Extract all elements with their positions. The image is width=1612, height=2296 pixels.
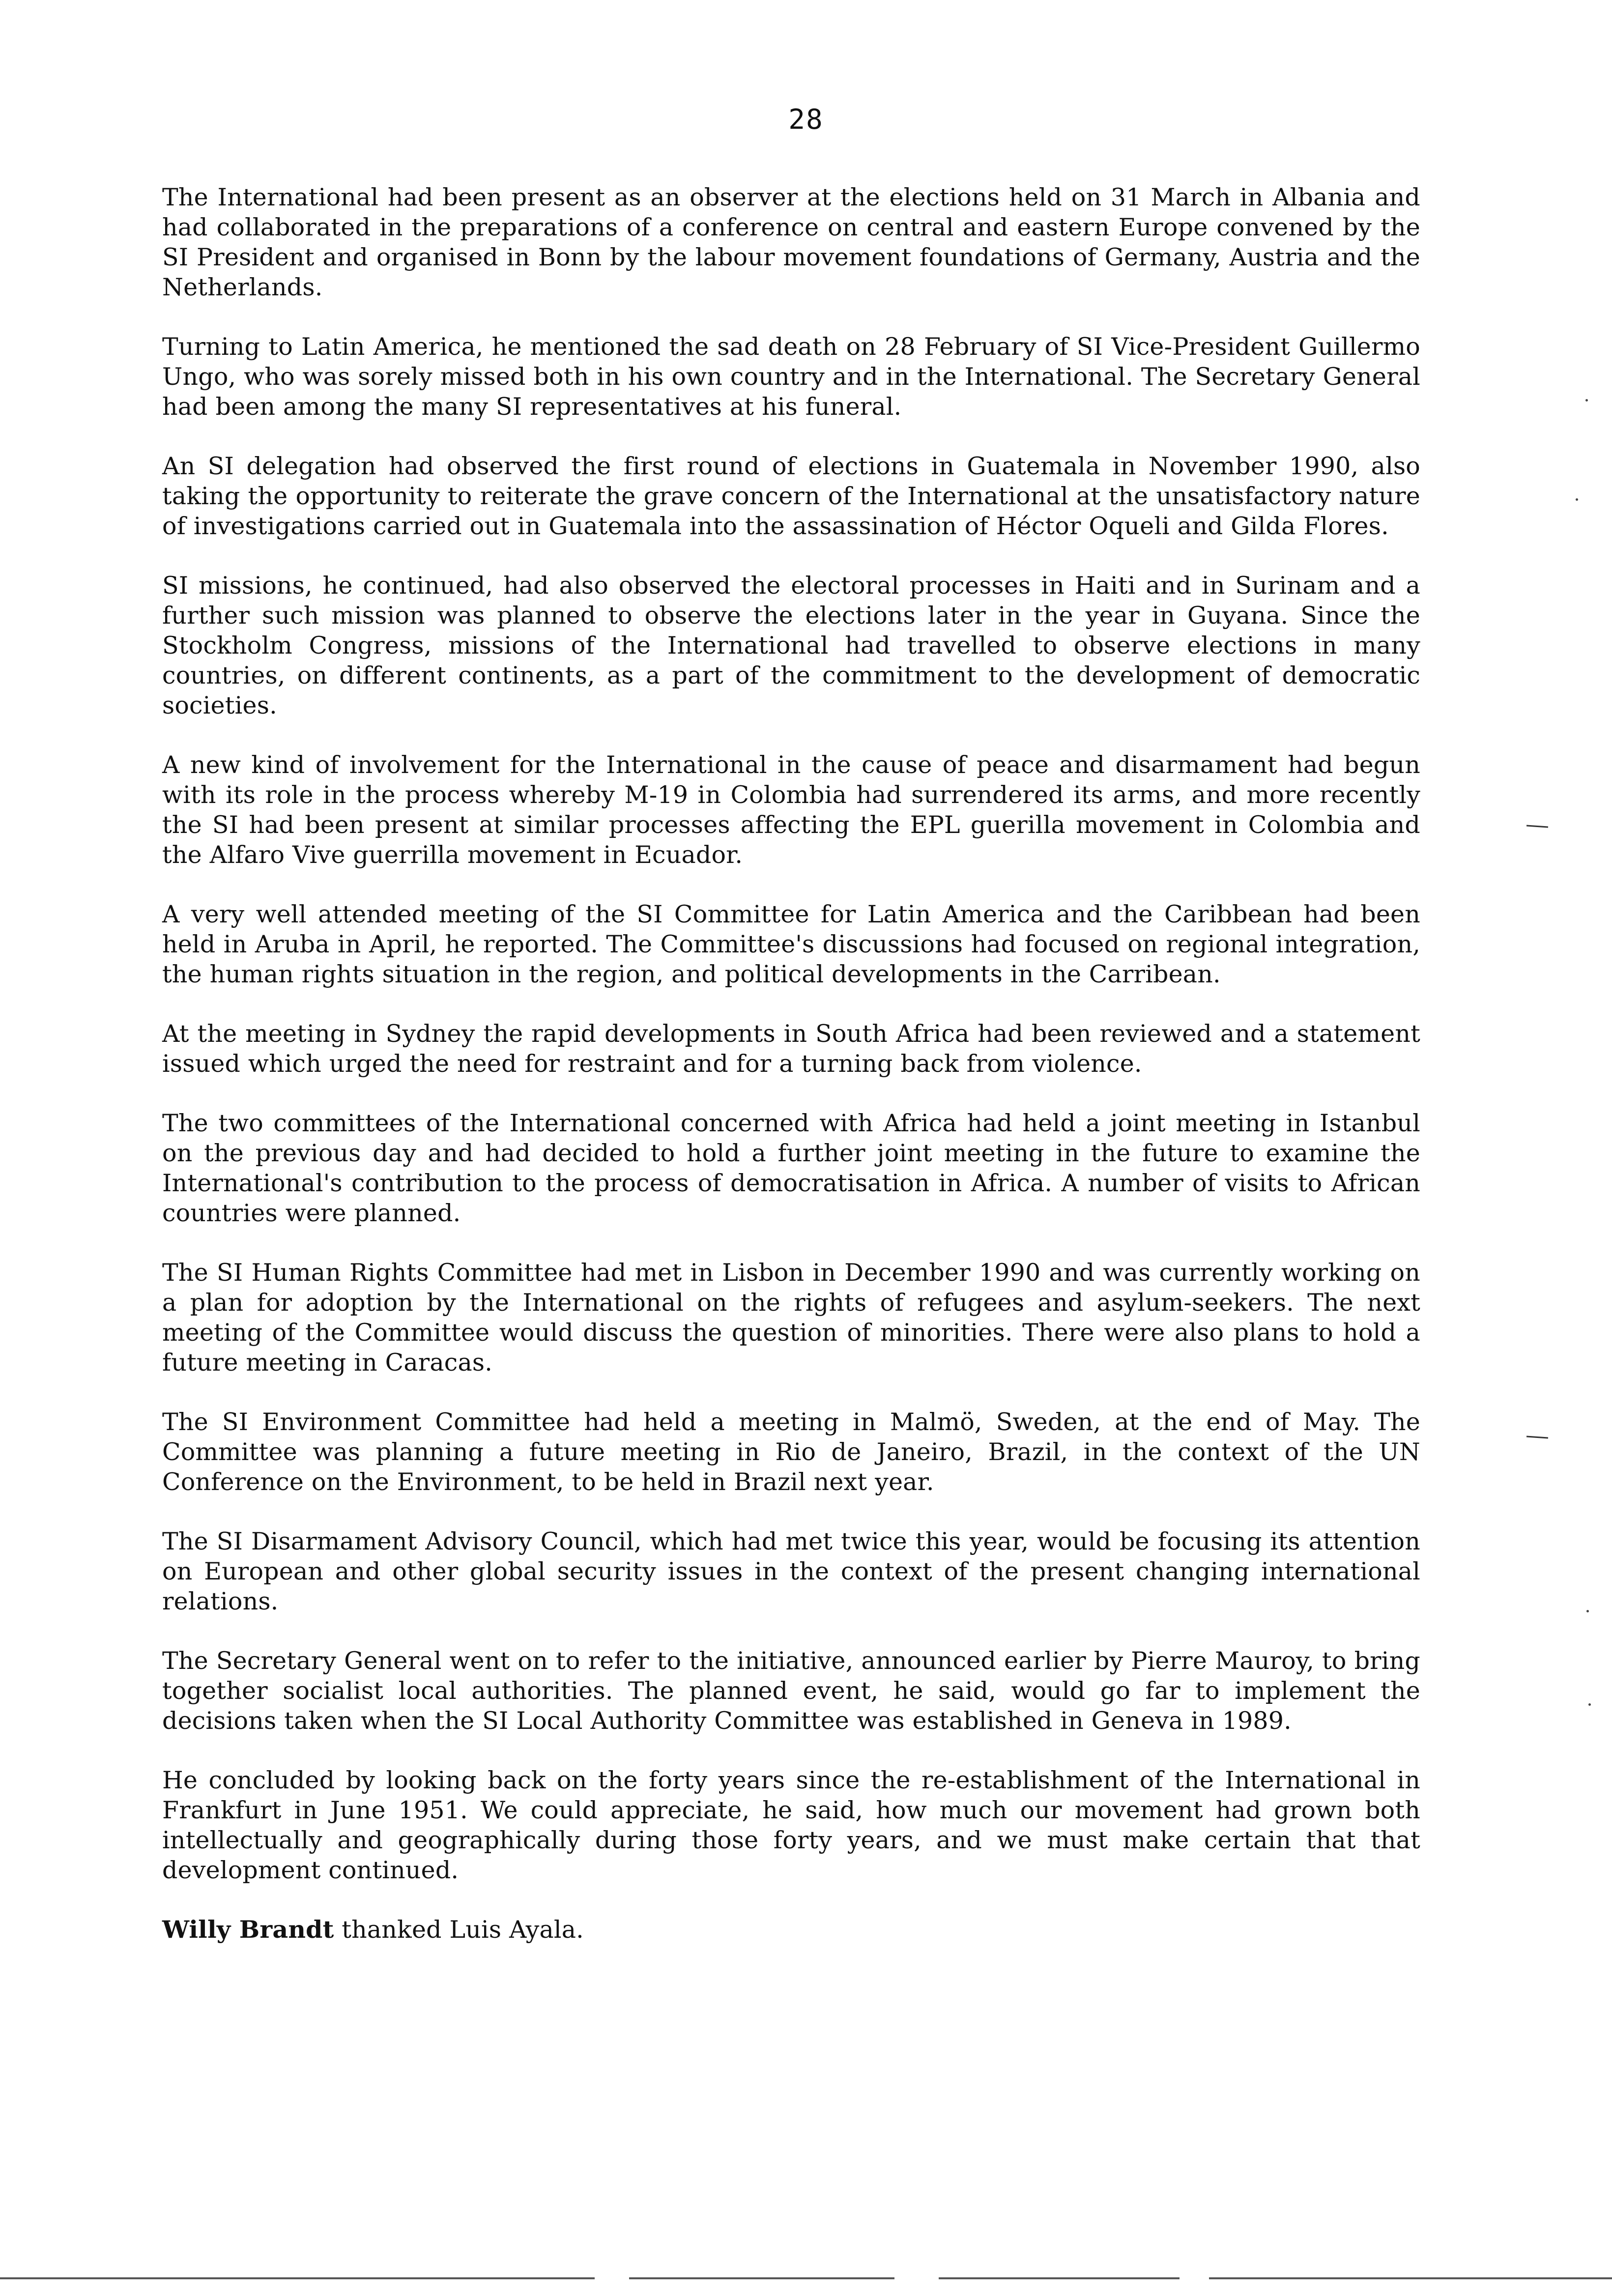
paragraph-human-rights-committee: The SI Human Rights Committee had met in Lisbon in December 1990 and was currently working on a plan for adoption by the International on the rights of refugees and asylum-seekers. The next meeting of the Committee would discuss the question of minorities. There were also plans to hold a future meeting in Caracas. [162, 1259, 1420, 1377]
paragraph-albania-elections: The International had been present as an observer at the elections held on 31 March in Albania and had collaborated in the preparations of a conference on central and eastern Europe convened by the SI President and organised in Bonn by the labour movement foundations of Germany, Austria and the Netherlands. [162, 183, 1420, 301]
paragraph-forty-years: He concluded by looking back on the forty years since the re-establishment of the International in Frankfurt in June 1951. We could appreciate, he said, how much our movement had grown both intellectually and geographically during those forty years, and we must make certain that that development continued. [162, 1766, 1420, 1884]
margin-dash-mark [1526, 825, 1548, 828]
bottom-scan-line-gap [894, 2275, 939, 2281]
page-number: 28 [788, 104, 824, 136]
paragraph-environment-committee: The SI Environment Committee had held a meeting in Malmö, Sweden, at the end of May. The Committee was planning a future meeting in Rio de Janeiro, Brazil, in the context of the UN Conference on the Environment, to be held in Brazil next year. [162, 1408, 1420, 1496]
margin-dash-mark [1526, 1435, 1548, 1438]
speaker-name: Willy Brandt [162, 1915, 334, 1944]
paragraph-latin-america-committee: A very well attended meeting of the SI Committee for Latin America and the Caribbean had been held in Aruba in April, he reported. The Committee's discussions had focused on regional integration, the human rights situation in the region, and political developments in the Carribean. [162, 900, 1420, 988]
paragraph-latin-america: Turning to Latin America, he mentioned the sad death on 28 February of SI Vice-President Guillermo Ungo, who was sorely missed both in his own country and in the International. The Secretary General had been among the many SI representatives at his funeral. [162, 333, 1420, 421]
document-body [162, 182, 1420, 1945]
margin-dot-mark [1586, 1610, 1589, 1612]
margin-dot-mark [1576, 498, 1578, 501]
paragraph-peace-disarmament: A new kind of involvement for the International in the cause of peace and disarmament had begun with its role in the process whereby M-19 in Colombia had surrendered its arms, and more recently the SI had been present at similar processes affecting the EPL guerilla movement in Colombia and the Alfaro Vive guerrilla movement in Ecuador. [162, 751, 1420, 869]
paragraph-local-authorities: The Secretary General went on to refer to the initiative, announced earlier by Pierre Mauroy, to bring together socialist local authorities. The planned event, he said, would go far to implement the decisions taken when the SI Local Authority Committee was established in Geneva in 1989. [162, 1647, 1420, 1735]
paragraph-si-missions: SI missions, he continued, had also observed the electoral processes in Haiti and in Surinam and a further such mission was planned to observe the elections later in the year in Guyana. Since the Stockholm Congress, missions of the International had travelled to observe elections in many countries, on different continents, as a part of the commitment to the development of democratic societies. [162, 572, 1420, 719]
bottom-scan-line-gap [595, 2275, 629, 2281]
margin-dot-mark [1588, 1703, 1591, 1706]
paragraph-closing [162, 1915, 1420, 1945]
margin-dot-mark [1585, 399, 1588, 402]
paragraph-disarmament-council: The SI Disarmament Advisory Council, which had met twice this year, would be focusing its attention on European and other global security issues in the context of the present changing international relations. [162, 1527, 1420, 1615]
closing-text: thanked Luis Ayala. [334, 1916, 584, 1944]
paragraph-africa-committees: The two committees of the International concerned with Africa had held a joint meeting in Istanbul on the previous day and had decided to hold a further joint meeting in the future to examine the International's contribution to the process of democratisation in Africa. A number of visits to African countries were planned. [162, 1109, 1420, 1227]
paragraph-guatemala-delegation: An SI delegation had observed the first round of elections in Guatemala in November 1990, also taking the opportunity to reiterate the grave concern of the International at the unsatisfactory nature of investigations carried out in Guatemala into the assassination of Héctor Oqueli and Gilda Flores. [162, 452, 1420, 540]
bottom-scan-line [0, 2277, 1612, 2279]
paragraph-sydney-meeting: At the meeting in Sydney the rapid developments in South Africa had been reviewed and a statement issued which urged the need for restraint and for a turning back from violence. [162, 1020, 1420, 1078]
bottom-scan-line-gap [1180, 2275, 1209, 2281]
